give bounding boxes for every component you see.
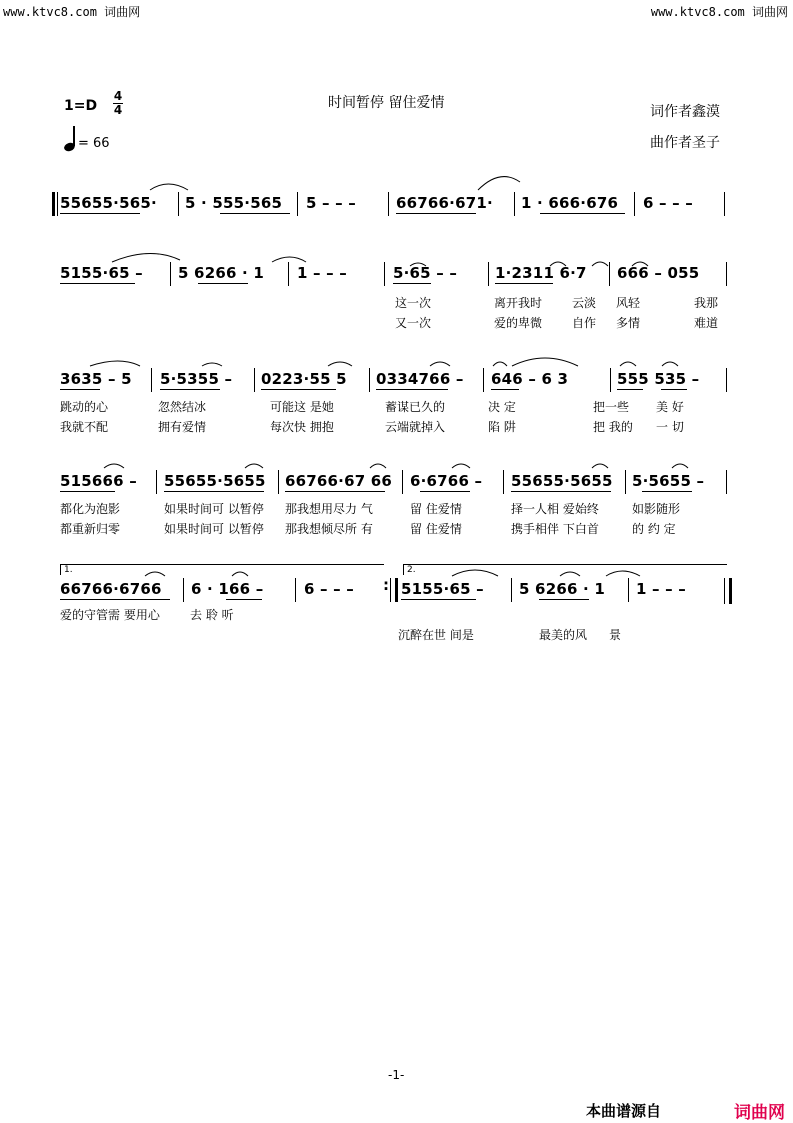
tempo-marking: = 66 bbox=[78, 136, 110, 151]
lyric: 蓄谋已久的 bbox=[385, 400, 446, 414]
slur bbox=[90, 361, 140, 366]
slur bbox=[672, 464, 688, 468]
slur bbox=[452, 464, 470, 468]
lyric: 每次快 拥抱 bbox=[270, 420, 334, 434]
measure: 666 – 055 bbox=[617, 264, 700, 282]
lyric: 我就不配 bbox=[60, 420, 109, 434]
slur bbox=[410, 263, 426, 266]
measure: 66766·67 66 bbox=[285, 472, 393, 490]
lyric: 把 我的 bbox=[593, 420, 633, 434]
lyric: 一 切 bbox=[656, 420, 684, 434]
lyric: 我那 bbox=[694, 296, 719, 310]
lyric: 景 bbox=[609, 628, 622, 642]
measure: 1 · 666·676 bbox=[521, 194, 619, 212]
lyric: 择一人相 爱始终 bbox=[511, 502, 599, 516]
measure: 5 · 555·565 bbox=[185, 194, 283, 212]
volta-first-ending: 1. bbox=[60, 564, 384, 575]
lyric: 去 聆 听 bbox=[190, 608, 234, 622]
measure: 55655·5655 bbox=[511, 472, 613, 490]
watermark-left: www.ktvc8.com 词曲网 bbox=[3, 5, 141, 19]
lyric: 把一些 bbox=[593, 400, 630, 414]
lyric: 又一次 bbox=[395, 316, 432, 330]
measure: 3635 – 5 bbox=[60, 370, 132, 388]
slur bbox=[245, 464, 263, 468]
slur bbox=[512, 358, 578, 366]
lyric: 那我想用尽力 气 bbox=[285, 502, 373, 516]
measure: 515666 – bbox=[60, 472, 137, 490]
measure: 1 – – – bbox=[636, 580, 687, 598]
lyric: 最美的风 bbox=[539, 628, 588, 642]
lyric: 多情 bbox=[616, 316, 641, 330]
measure: 5 6266 · 1 bbox=[519, 580, 605, 598]
measure: 6 · 166 – bbox=[191, 580, 264, 598]
lyric: 携手相伴 下白首 bbox=[511, 522, 599, 536]
slur bbox=[430, 362, 450, 366]
measure: 5·5355 – bbox=[160, 370, 233, 388]
time-signature-bottom: 4 bbox=[113, 103, 123, 117]
lyric: 如果时间可 以暂停 bbox=[164, 522, 264, 536]
measure: 0334766 – bbox=[376, 370, 464, 388]
slur bbox=[550, 262, 566, 266]
slur bbox=[370, 464, 386, 468]
slur bbox=[272, 257, 306, 262]
lyric: 自作 bbox=[572, 316, 597, 330]
measure: 6 – – – bbox=[643, 194, 694, 212]
measure: 55655·565· bbox=[60, 194, 157, 212]
measure: 5·65 – – bbox=[393, 264, 458, 282]
measure: 0223·55 5 bbox=[261, 370, 347, 388]
measure: 555 535 – bbox=[617, 370, 700, 388]
lyric: 如果时间可 以暂停 bbox=[164, 502, 264, 516]
measure: 5 – – – bbox=[306, 194, 357, 212]
measure: 1 – – – bbox=[297, 264, 348, 282]
measure: 55655·5655 bbox=[164, 472, 266, 490]
measure: 6 – – – bbox=[304, 580, 355, 598]
lyric: 留 住爱情 bbox=[410, 502, 462, 516]
slur bbox=[478, 177, 520, 190]
lyric: 可能这 是她 bbox=[270, 400, 334, 414]
slur bbox=[328, 362, 352, 366]
measure: 66766·6766 bbox=[60, 580, 162, 598]
slur bbox=[145, 572, 165, 576]
lyric: 风轻 bbox=[616, 296, 641, 310]
lyric: 留 住爱情 bbox=[410, 522, 462, 536]
measure: 646 – 6 3 bbox=[491, 370, 569, 388]
slur bbox=[620, 362, 636, 366]
repeat-sign: : bbox=[383, 576, 390, 594]
lyric: 忽然结冰 bbox=[158, 400, 207, 414]
composer-credit: 曲作者圣子 bbox=[650, 135, 720, 151]
lyric: 拥有爱情 bbox=[158, 420, 207, 434]
slur bbox=[592, 464, 608, 468]
measure: 6·6766 – bbox=[410, 472, 483, 490]
measure: 5155·65 – bbox=[401, 580, 484, 598]
lyric: 如影随形 bbox=[632, 502, 681, 516]
lyricist-credit: 词作者鑫漠 bbox=[650, 104, 720, 120]
measure: 1·2311 6·7 bbox=[495, 264, 587, 282]
lyric: 那我想倾尽所 有 bbox=[285, 522, 373, 536]
key-signature: 1=D bbox=[64, 98, 98, 114]
slur bbox=[452, 570, 498, 576]
slur bbox=[232, 572, 248, 576]
lyric: 美 好 bbox=[656, 400, 684, 414]
lyric: 都重新归零 bbox=[60, 522, 121, 536]
slur bbox=[112, 253, 180, 262]
lyric: 沉醉在世 间是 bbox=[398, 628, 474, 642]
source-credit: 本曲谱源自 bbox=[586, 1102, 662, 1120]
volta-second-ending: 2. bbox=[403, 564, 727, 575]
lyric: 难道 bbox=[694, 316, 719, 330]
slur bbox=[493, 362, 507, 366]
lyric: 云端就掉入 bbox=[385, 420, 446, 434]
slur bbox=[592, 262, 608, 266]
lyric: 的 约 定 bbox=[632, 522, 676, 536]
measure: 5·5655 – bbox=[632, 472, 705, 490]
lyric: 离开我时 bbox=[494, 296, 543, 310]
site-logo: 词曲网 bbox=[734, 1103, 785, 1123]
slur bbox=[104, 464, 124, 468]
slur bbox=[202, 363, 222, 366]
lyric: 云淡 bbox=[572, 296, 597, 310]
measure: 66766·671· bbox=[396, 194, 493, 212]
lyric: 爱的守管需 要用心 bbox=[60, 608, 160, 622]
slur bbox=[632, 262, 648, 266]
song-title: 时间暂停 留住爱情 bbox=[328, 95, 445, 111]
lyric: 这一次 bbox=[395, 296, 432, 310]
lyric: 爱的卑微 bbox=[494, 316, 543, 330]
slur bbox=[560, 572, 580, 576]
measure: 5 6266 · 1 bbox=[178, 264, 264, 282]
page-number: -1- bbox=[388, 1068, 405, 1082]
slur bbox=[662, 362, 678, 366]
slur bbox=[606, 571, 640, 576]
lyric: 决 定 bbox=[488, 400, 516, 414]
measure: 5155·65 – bbox=[60, 264, 143, 282]
slur bbox=[150, 184, 188, 190]
lyric: 陷 阱 bbox=[488, 420, 516, 434]
time-signature-top: 4 bbox=[113, 89, 123, 103]
lyric: 跳动的心 bbox=[60, 400, 109, 414]
watermark-right: www.ktvc8.com 词曲网 bbox=[650, 5, 788, 19]
lyric: 都化为泡影 bbox=[60, 502, 121, 516]
